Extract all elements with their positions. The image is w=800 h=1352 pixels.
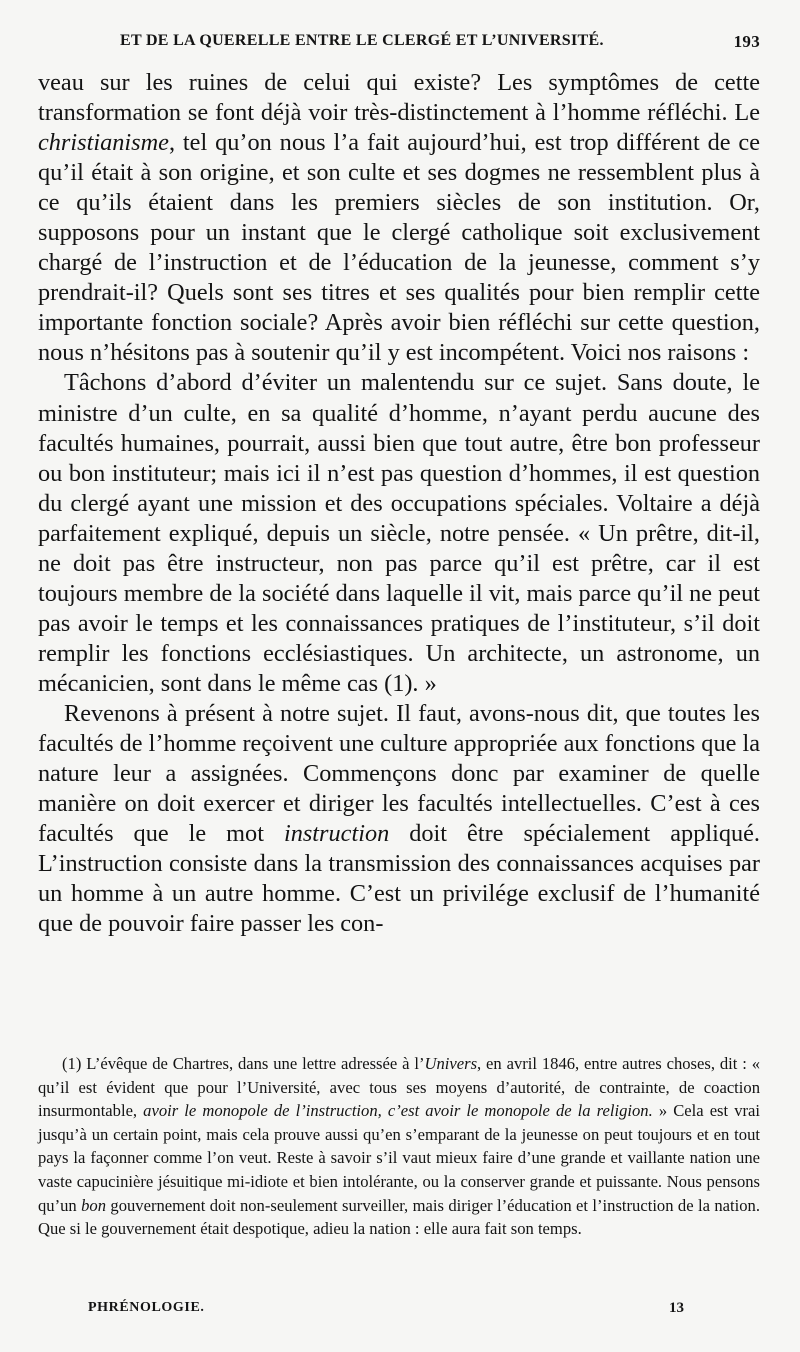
text-run: , en avril 1846, entre autres choses, dit : « qu’il est évident que pour l’Université, avec tous ses moyens d’autorité, de contrainte, de coaction insurmontable,: [38, 1054, 760, 1121]
text-run: doit être spécialement appliqué. L’instruction consiste dans la transmission des connaissances acquises par un homme à un autre homme. C’est un privilége exclusif de l’humanité que de pouvoir faire passer les con-: [38, 820, 760, 938]
text-run: Tâchons d’abord d’éviter un malentendu sur ce sujet. Sans doute, le ministre d’un culte, en sa qualité d’homme, n’ayant perdu aucune des facultés humaines, pourrait, aussi bien que tout autre, être bon professeur ou bon instituteur; mais ici il n’est pas question d’hommes, il est question du clergé ayant une mission et des occupations spéciales. Voltaire a déjà parfaitement expliqué, depuis un siècle, notre pensée. « Un prêtre, dit-il, ne doit pas être instructeur, non pas parce qu’il est prêtre, car il est toujours membre de la société dans laquelle il vit, mais parce qu’il ne peut pas avoir le temps et les connaissances pratiques de l’instituteur, s’il doit remplir les fonctions ecclésiastiques. Un architecte, un astronome, un mécanicien, sont dans le même cas (1). »: [38, 369, 760, 697]
footnote-paragraph: [38, 1052, 760, 1241]
text-run: (1) L’évêque de Chartres, dans une lettre adressée à l’: [62, 1054, 425, 1073]
main-text: [38, 68, 760, 939]
paragraph: [38, 68, 760, 368]
running-title: ET DE LA QUERELLE ENTRE LE CLERGÉ ET L’UNIVERSITÉ.: [120, 32, 604, 49]
italic-text-run: christianisme: [38, 129, 169, 157]
text-run: Revenons à présent à notre sujet. Il faut, avons-nous dit, que toutes les facultés de l’homme reçoivent une culture appropriée aux fonctions que la nature leur a assignées. Commençons donc par examiner de quelle manière on doit exercer et diriger les facultés intellectuelles. C’est à ces facultés que le mot: [38, 699, 760, 848]
paragraph: [38, 368, 760, 699]
italic-text-run: Univers: [424, 1054, 478, 1073]
paragraph: [38, 699, 760, 939]
signature-mark: PHRÉNOLOGIE.: [88, 1300, 205, 1315]
text-run: gouvernement doit non-seulement surveiller, mais diriger l’éducation et l’instruction de la nation. Que si le gouvernement était despotique, adieu la nation : elle aura fait son temps.: [38, 1195, 760, 1239]
text-run: » Cela est vrai jusqu’à un certain point, mais cela prouve aussi qu’en s’emparant de la jeunesse on peut toujours et en tout pays la façonner comme l’on veut. Reste à savoir s’il vaut mieux faire d’une grande et vaillante nation une vaste capucinière jésuitique mi-idiote et bien intolérante, ou la conserver grande et puissante. Nous pensons qu’un: [38, 1101, 760, 1215]
italic-text-run: bon: [81, 1195, 107, 1215]
text-run: veau sur les ruines de celui qui existe? Les symptômes de cette transformation se font déjà voir très-distinctement à l’homme réfléchi. Le: [38, 69, 760, 127]
footnote: [38, 1052, 760, 1241]
text-run: , tel qu’on nous l’a fait aujourd’hui, est trop différent de ce qu’il était à son origine, et son culte et ses dogmes ne ressemblent plus à ce qu’ils étaient dans les premiers siècles de son institution. Or, supposons pour un instant que le clergé catholique soit exclusivement chargé de l’instruction et de l’éducation de la jeunesse, comment s’y prendrait-il? Quels sont ses titres et ses qualités pour bien remplir cette importante fonction sociale? Après avoir bien réfléchi sur cette question, nous n’hésitons pas à soutenir qu’il y est incompétent. Voici nos raisons :: [38, 129, 760, 367]
page-number: 193: [733, 32, 760, 51]
sheet-number: 13: [669, 1300, 684, 1316]
italic-text-run: instruction: [283, 820, 390, 848]
italic-text-run: avoir le monopole de l’instruction, c’est avoir le monopole de la religion.: [143, 1101, 653, 1121]
